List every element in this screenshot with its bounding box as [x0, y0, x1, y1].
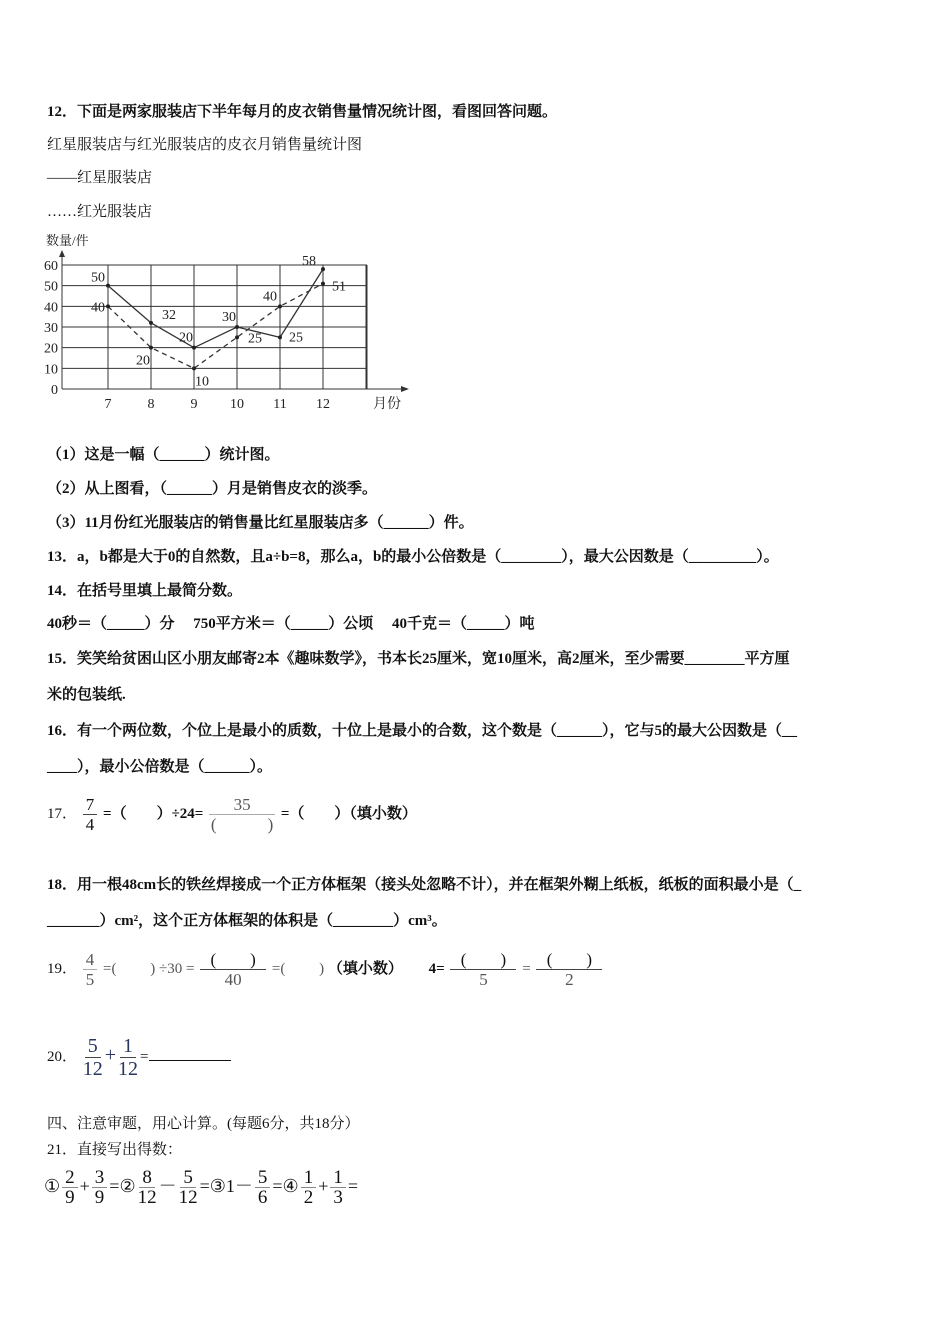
- plus: +: [104, 1043, 117, 1066]
- data-label: 32: [162, 307, 176, 323]
- numerator: 8: [139, 1168, 155, 1188]
- data-point: [278, 335, 282, 339]
- q16-line1: 16．有一个两位数，个位上是最小的质数，十位上是最小的合数，这个数是（______），它与5的最大公因数是（__: [47, 723, 798, 739]
- fraction: [536, 950, 602, 989]
- y-tick-label: 20: [44, 341, 58, 357]
- x-tick-label: 9: [190, 397, 198, 412]
- equals: =: [199, 1175, 210, 1196]
- q12-sub2: （2）从上图看，（______）月是销售皮衣的淡季。: [47, 481, 378, 497]
- data-label: 25: [248, 331, 262, 347]
- denominator: 4: [85, 815, 95, 834]
- q17: [47, 795, 417, 834]
- equals: =: [109, 1175, 120, 1196]
- data-point: [235, 325, 239, 329]
- calc-item: [282, 1167, 358, 1208]
- q17-end: =（ ）（填小数）: [280, 805, 417, 822]
- data-point: [192, 366, 196, 370]
- q18-line1: 18．用一根48cm长的铁丝焊接成一个正方体框架（接头处忽略不计），并在框架外糊上纸板，纸板的面积最小是（_: [47, 877, 802, 893]
- numerator: ( ): [200, 950, 266, 970]
- legend-solid: ——红星服装店: [47, 170, 153, 186]
- numerator: ( ): [450, 950, 516, 970]
- numerator: 7: [83, 795, 98, 815]
- denominator: ( ): [210, 815, 274, 834]
- chart-title: 红星服装店与红光服装店的皮衣月销售量统计图: [47, 137, 363, 153]
- line-chart: [40, 228, 420, 418]
- equals: =: [272, 1175, 283, 1196]
- denominator: 9: [65, 1187, 75, 1208]
- q17-label: 17．: [47, 805, 78, 822]
- q14-units: 40秒＝（_____）分 750平方米＝（_____）公顷 40千克＝（_____）吨: [47, 616, 535, 632]
- denominator: 3: [333, 1187, 343, 1208]
- q12-stem: 12．下面是两家服装店下半年每月的皮衣销售量情况统计图，看图回答问题。: [47, 104, 558, 120]
- data-label: 20: [179, 330, 193, 346]
- y-tick-label: 30: [44, 321, 58, 336]
- fraction: [209, 795, 275, 834]
- x-tick-label: 8: [147, 397, 155, 412]
- y-axis-label: 数量/件: [46, 233, 89, 248]
- data-label: 20: [136, 353, 150, 369]
- x-tick-label: 7: [104, 397, 112, 412]
- item-marker: ①: [44, 1175, 61, 1196]
- data-point: [321, 282, 325, 286]
- data-point: [321, 267, 325, 271]
- numerator: 1: [301, 1168, 317, 1188]
- fraction: [83, 795, 98, 834]
- operator: +: [318, 1175, 329, 1196]
- fraction: [255, 1168, 271, 1207]
- data-label: 40: [263, 289, 277, 305]
- q20-label: 20．: [47, 1048, 78, 1065]
- q14-stem: 14．在括号里填上最简分数。: [47, 583, 243, 599]
- calc-item: [209, 1167, 283, 1208]
- numerator: 2: [62, 1168, 78, 1188]
- fraction: [301, 1168, 317, 1207]
- numerator: 5: [85, 1035, 101, 1058]
- fraction: [330, 1168, 346, 1207]
- denominator: 6: [257, 1187, 268, 1208]
- q19-mid2: =( ): [271, 960, 325, 977]
- numerator: 4: [83, 950, 98, 970]
- x-axis-arrow: [401, 386, 409, 392]
- calc-item: [44, 1167, 120, 1208]
- q21-items: [44, 1168, 358, 1207]
- fraction: [83, 950, 98, 989]
- y-tick-label: 60: [44, 259, 58, 274]
- numerator: ( ): [536, 950, 602, 970]
- denominator: 12: [178, 1187, 198, 1208]
- fraction: [62, 1168, 78, 1207]
- denominator: 5: [85, 970, 95, 989]
- fraction: [200, 950, 266, 989]
- fraction: [179, 1168, 198, 1207]
- q13: 13．a，b都是大于0的自然数，且a÷b=8，那么a，b的最小公倍数是（________），最大公因数是（_________）。: [47, 549, 779, 565]
- equals: =: [140, 1048, 149, 1065]
- data-point: [192, 346, 196, 350]
- operator: +: [79, 1175, 90, 1196]
- y-tick-label: 10: [44, 362, 58, 378]
- fraction: [450, 950, 516, 989]
- data-label: 40: [91, 300, 105, 316]
- fraction: [118, 1035, 138, 1080]
- q19-note: （填小数）: [327, 960, 403, 977]
- q19-four: 4=: [428, 960, 445, 977]
- fraction: [138, 1168, 157, 1207]
- numerator: 1: [120, 1035, 136, 1058]
- data-label: 51: [332, 279, 346, 295]
- operator: －: [234, 1175, 253, 1196]
- y-tick-label: 0: [51, 383, 58, 398]
- q16-line2: ____），最小公倍数是（______）。: [47, 759, 273, 775]
- y-axis-arrow: [59, 250, 65, 257]
- numerator: 35: [209, 795, 275, 815]
- x-tick-label: 12: [316, 397, 330, 412]
- equals: =: [347, 1175, 358, 1196]
- q12-sub1: （1）这是一幅（______）统计图。: [47, 447, 280, 463]
- q17-mid: =（ ）÷24=: [103, 805, 204, 822]
- denominator: 2: [565, 970, 574, 989]
- denominator: 2: [303, 1187, 314, 1208]
- q12-sub3: （3）11月份红光服装店的销售量比红星服装店多（______）件。: [47, 515, 474, 531]
- data-label: 10: [195, 374, 209, 390]
- numerator: 5: [255, 1168, 271, 1188]
- denominator: 40: [224, 970, 242, 989]
- data-label: 58: [302, 254, 316, 270]
- data-label: 30: [222, 310, 236, 325]
- q15-line1: 15．笑笑给贫困山区小朋友邮寄2本《趣味数学》，书本长25厘米，宽10厘米，高2厘米，至少需要________平方厘: [47, 651, 790, 667]
- denominator: 5: [479, 970, 488, 989]
- operator: －: [158, 1175, 177, 1196]
- q20: [47, 1035, 231, 1080]
- y-tick-label: 40: [44, 300, 58, 316]
- denominator: 12: [118, 1058, 139, 1080]
- fraction: [92, 1168, 108, 1207]
- denominator: 12: [137, 1187, 157, 1208]
- data-point: [106, 304, 110, 308]
- data-label: 50: [91, 270, 105, 286]
- q18-line2: _______）cm²，这个正方体框架的体积是（________）cm³。: [47, 913, 447, 929]
- denominator: 9: [94, 1187, 105, 1208]
- q19: [47, 950, 604, 989]
- data-point: [149, 321, 153, 325]
- data-point: [106, 284, 110, 288]
- x-tick-label: 10: [230, 397, 244, 412]
- q19-label: 19．: [47, 960, 78, 977]
- item-marker: ③: [209, 1175, 226, 1196]
- y-tick-label: 50: [44, 279, 58, 295]
- item-marker: ②: [119, 1175, 136, 1196]
- calc-item: [119, 1167, 210, 1208]
- q15-line2: 米的包装纸.: [47, 687, 126, 703]
- q19-mid: =( ) ÷30 =: [103, 960, 195, 977]
- x-tick-label: 11: [273, 397, 287, 412]
- q21-stem: 21．直接写出得数：: [47, 1142, 183, 1158]
- data-point: [278, 304, 282, 308]
- data-label: 25: [289, 330, 303, 346]
- data-point: [149, 346, 153, 350]
- fraction: [83, 1035, 103, 1080]
- section-4-heading: 四、注意审题，用心计算。(每题6分，共18分）: [47, 1116, 360, 1132]
- numerator: 1: [330, 1168, 346, 1188]
- denominator: 12: [82, 1058, 103, 1080]
- whole-number: 1: [225, 1175, 235, 1196]
- legend-dashed: ……红光服装店: [47, 204, 153, 220]
- numerator: 5: [180, 1168, 196, 1188]
- numerator: 3: [92, 1168, 108, 1188]
- x-axis-label: 月份: [373, 397, 401, 412]
- item-marker: ④: [282, 1175, 299, 1196]
- data-point: [235, 335, 239, 339]
- equals: =: [522, 960, 531, 977]
- answer-blank[interactable]: [149, 1046, 231, 1061]
